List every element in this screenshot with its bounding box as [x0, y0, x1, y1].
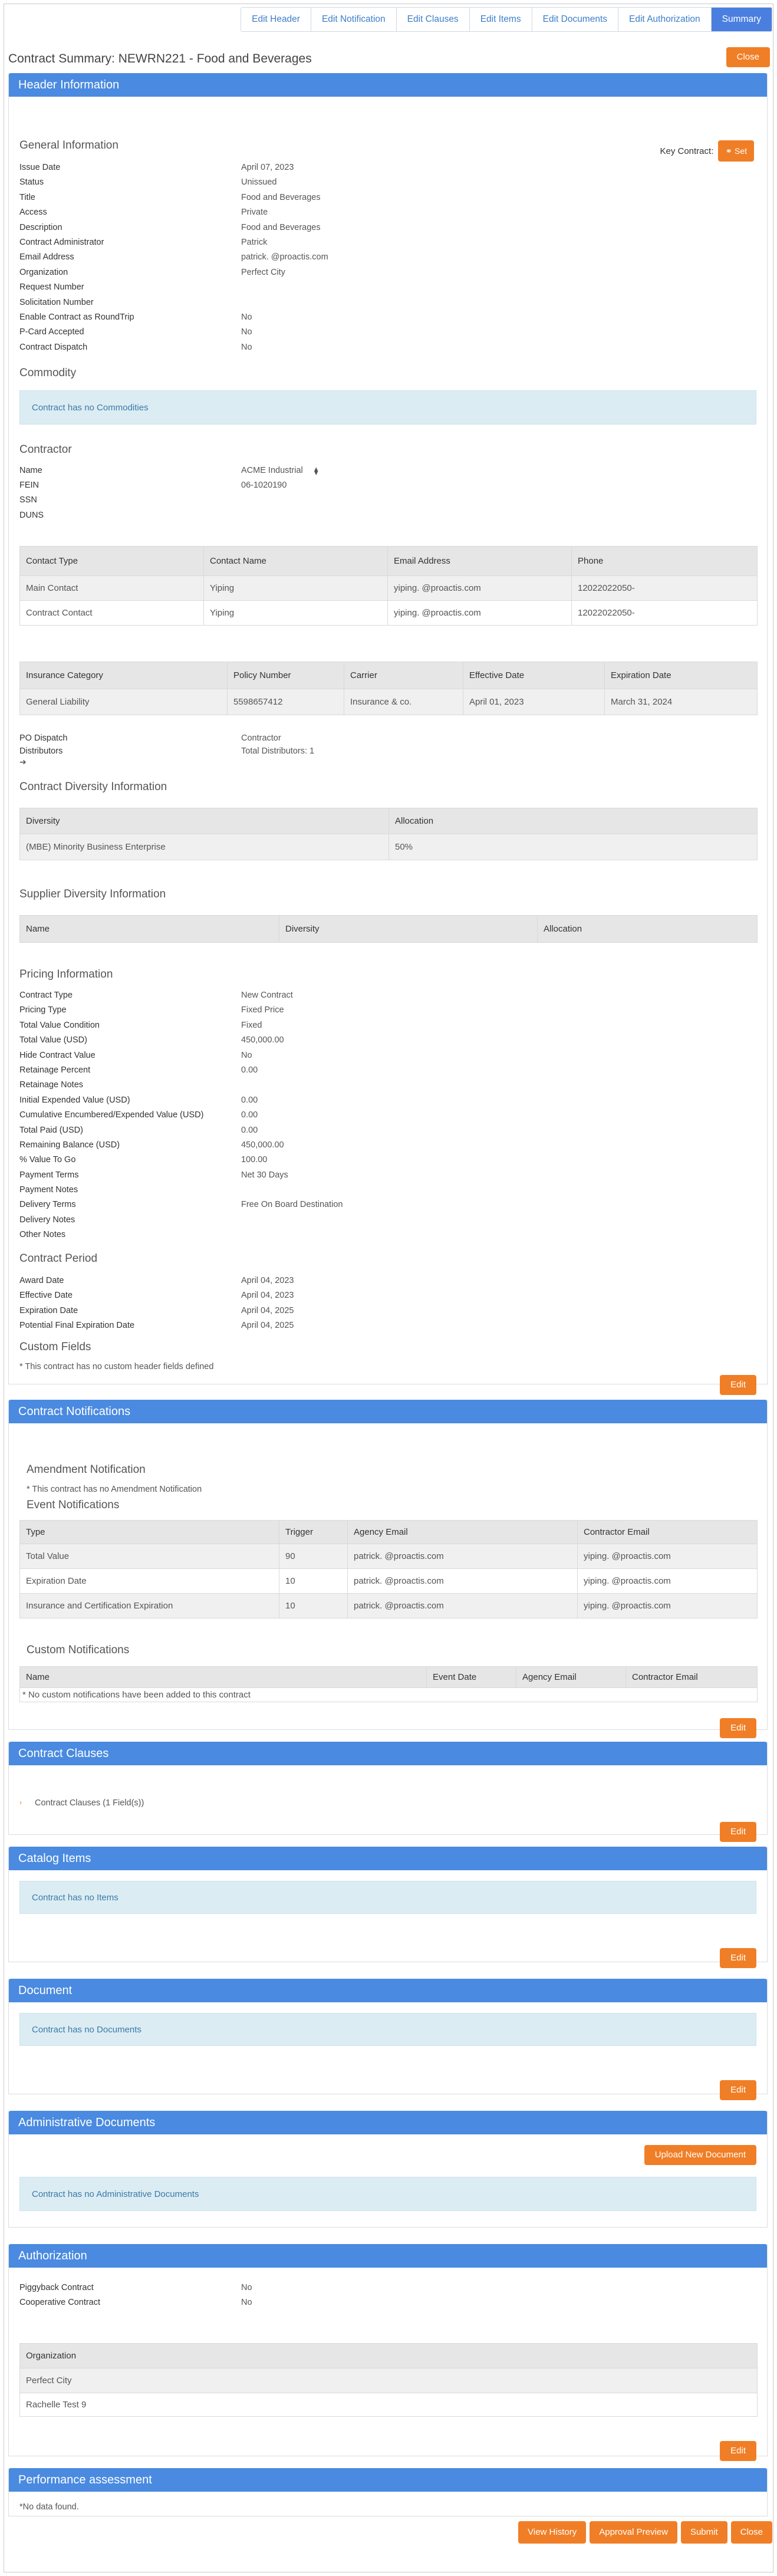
info-value: April 04, 2023	[241, 1291, 294, 1301]
commodity-title: Commodity	[19, 367, 77, 379]
info-label: P-Card Accepted	[19, 327, 84, 337]
cell: yiping. @proactis.com	[388, 601, 572, 626]
info-row	[19, 1321, 727, 1335]
tab-summary[interactable]: Summary	[712, 8, 772, 31]
info-label: Piggyback Contract	[19, 2283, 94, 2292]
cell: 12022022050-	[572, 576, 758, 601]
info-label: Remaining Balance (USD)	[19, 1140, 120, 1150]
info-label: Retainage Percent	[19, 1065, 91, 1075]
info-row	[19, 1230, 727, 1245]
info-row	[19, 298, 727, 312]
info-value: 450,000.00	[241, 1035, 284, 1045]
cell: 90	[279, 1544, 348, 1569]
cell: 50%	[389, 834, 758, 860]
cell: 10	[279, 1594, 348, 1618]
pin-icon[interactable]: ⧫	[314, 466, 318, 475]
info-label: Solicitation Number	[19, 297, 94, 307]
info-value: No	[241, 1050, 252, 1060]
info-row	[19, 223, 727, 238]
contract-period-title: Contract Period	[19, 1252, 98, 1265]
administrative-documents-section	[8, 2111, 768, 2228]
info-value: 0.00	[241, 1095, 258, 1105]
chevron-right-icon[interactable]: ›	[19, 1798, 22, 1807]
info-label: Issue Date	[19, 163, 61, 172]
tab-edit-clauses[interactable]: Edit Clauses	[397, 8, 470, 31]
dispatch-info	[19, 733, 727, 766]
table-row	[20, 1544, 758, 1569]
col-contact-name: Contact Name	[204, 547, 388, 576]
section-title: Contract Clauses	[9, 1742, 767, 1765]
info-label: DUNS	[19, 510, 44, 520]
view-history-button[interactable]: View History	[518, 2521, 586, 2544]
col-insurance-category: Insurance Category	[20, 662, 228, 689]
info-label: Enable Contract as RoundTrip	[19, 312, 134, 322]
info-value: Fixed	[241, 1020, 262, 1030]
cell: Total Value	[20, 1544, 279, 1569]
info-row	[19, 495, 727, 510]
approval-preview-button[interactable]: Approval Preview	[590, 2521, 677, 2544]
supplier-diversity-title: Supplier Diversity Information	[19, 888, 166, 900]
expand-arrow-icon[interactable]: ➔	[19, 757, 27, 766]
info-row	[19, 2283, 727, 2298]
po-dispatch-label: PO Dispatch	[19, 733, 68, 743]
tab-edit-items[interactable]: Edit Items	[470, 8, 532, 31]
custom-notifications-empty: * No custom notifications have been added to this contract	[20, 1688, 758, 1702]
info-label: FEIN	[19, 481, 39, 491]
cell: Insurance and Certification Expiration	[20, 1594, 279, 1618]
info-row	[19, 177, 727, 192]
info-row	[19, 1306, 727, 1321]
edit-items-button[interactable]: Edit	[720, 1948, 756, 1968]
info-row	[19, 1035, 727, 1050]
info-row	[19, 1095, 727, 1110]
diversity-table	[19, 808, 758, 860]
tab-edit-documents[interactable]: Edit Documents	[532, 8, 618, 31]
info-row	[19, 466, 727, 481]
col-trigger: Trigger	[279, 1521, 348, 1544]
edit-notifications-button[interactable]: Edit	[720, 1718, 756, 1738]
info-value: Perfect City	[241, 267, 285, 277]
custom-fields-title: Custom Fields	[19, 1341, 91, 1353]
section-title: Contract Notifications	[9, 1400, 767, 1423]
info-row	[19, 1185, 727, 1200]
cell: Insurance & co.	[344, 689, 463, 715]
custom-fields-empty: * This contract has no custom header fields defined	[19, 1362, 214, 1371]
pricing-list	[19, 991, 727, 1245]
info-row	[19, 1291, 727, 1305]
col-contact-type: Contact Type	[20, 547, 204, 576]
page-title: Contract Summary: NEWRN221 - Food and Beverages	[8, 52, 312, 65]
cell: March 31, 2024	[605, 689, 758, 715]
authorization-list	[19, 2283, 727, 2313]
custom-notifications-title: Custom Notifications	[27, 1644, 130, 1656]
info-row	[19, 1005, 727, 1020]
info-label: Access	[19, 208, 47, 218]
cell: Perfect City	[20, 2368, 758, 2393]
info-label: Status	[19, 177, 44, 187]
col-agency-email: Agency Email	[516, 1667, 626, 1688]
info-value: patrick. @proactis.com	[241, 252, 328, 262]
submit-button[interactable]: Submit	[681, 2521, 727, 2544]
col-expiration-date: Expiration Date	[605, 662, 758, 689]
contractor-list	[19, 466, 727, 525]
info-label: % Value To Go	[19, 1155, 76, 1165]
info-value: 0.00	[241, 1110, 258, 1120]
section-title: Header Information	[9, 73, 767, 97]
tab-edit-header[interactable]: Edit Header	[241, 8, 311, 31]
cell: Contract Contact	[20, 601, 204, 626]
info-value: Food and Beverages	[241, 192, 321, 202]
info-row	[19, 193, 727, 208]
tab-edit-notification[interactable]: Edit Notification	[311, 8, 397, 31]
col-organization: Organization	[20, 2344, 758, 2368]
col-contractor-email: Contractor Email	[578, 1521, 758, 1544]
cell: 12022022050-	[572, 601, 758, 626]
info-value: New Contract	[241, 991, 293, 1000]
cell: Rachelle Test 9	[20, 2393, 758, 2417]
cell: Main Contact	[20, 576, 204, 601]
custom-notifications-table	[19, 1666, 758, 1702]
organization-table	[19, 2343, 758, 2417]
cell: 5598657412	[228, 689, 344, 715]
info-label: Payment Notes	[19, 1185, 78, 1195]
info-label: Delivery Notes	[19, 1215, 75, 1225]
info-row	[19, 1110, 727, 1125]
info-label: Pricing Type	[19, 1005, 67, 1015]
table-row	[20, 689, 758, 715]
info-row	[19, 991, 727, 1005]
info-value: 100.00	[241, 1155, 268, 1165]
cell: 10	[279, 1569, 348, 1594]
col-allocation: Allocation	[538, 916, 758, 943]
info-label: Description	[19, 222, 62, 232]
col-name: Name	[20, 916, 279, 943]
info-row	[19, 1080, 727, 1095]
admin-docs-empty: Contract has no Administrative Documents	[19, 2177, 756, 2211]
contract-notifications-section	[8, 1400, 768, 1733]
table-row	[20, 1569, 758, 1594]
col-diversity: Diversity	[20, 808, 389, 834]
info-value: April 04, 2025	[241, 1305, 294, 1315]
info-label: Expiration Date	[19, 1305, 78, 1315]
close-button[interactable]: Close	[726, 47, 770, 67]
cell: patrick. @proactis.com	[348, 1594, 578, 1618]
col-policy-number: Policy Number	[228, 662, 344, 689]
general-info-title: General Information	[19, 139, 118, 152]
cell: yiping. @proactis.com	[388, 576, 572, 601]
info-label: Potential Final Expiration Date	[19, 1321, 135, 1331]
col-allocation: Allocation	[389, 808, 758, 834]
info-value: Unissued	[241, 177, 277, 187]
upload-document-button[interactable]: Upload New Document	[644, 2145, 756, 2165]
cell: yiping. @proactis.com	[578, 1569, 758, 1594]
info-label: Name	[19, 466, 42, 475]
section-title: Catalog Items	[9, 1847, 767, 1870]
info-row	[19, 1126, 727, 1140]
distributors-value: Total Distributors: 1	[241, 746, 315, 756]
info-label: Title	[19, 192, 35, 202]
info-value: Net 30 Days	[241, 1170, 288, 1180]
top-nav	[241, 7, 772, 32]
col-agency-email: Agency Email	[348, 1521, 578, 1544]
clauses-item[interactable]: Contract Clauses (1 Field(s))	[35, 1798, 144, 1808]
info-value: Food and Beverages	[241, 222, 321, 232]
info-label: Cooperative Contract	[19, 2298, 101, 2308]
edit-clauses-button[interactable]: Edit	[720, 1822, 756, 1842]
performance-empty: *No data found.	[19, 2502, 79, 2512]
info-value: No	[241, 312, 252, 322]
period-list	[19, 1276, 727, 1336]
info-value: April 04, 2025	[241, 1321, 294, 1331]
info-label: Request Number	[19, 282, 84, 292]
authorization-section	[8, 2244, 768, 2456]
info-row	[19, 1051, 727, 1065]
info-row	[19, 1021, 727, 1035]
info-row	[19, 1065, 727, 1080]
info-value: No	[241, 342, 252, 352]
info-label: Payment Terms	[19, 1170, 79, 1180]
po-dispatch-value: Contractor	[241, 733, 281, 743]
info-value: Free On Board Destination	[241, 1200, 343, 1210]
info-label: Cumulative Encumbered/Expended Value (USD)	[19, 1110, 204, 1120]
performance-section	[8, 2468, 768, 2516]
col-event-date: Event Date	[427, 1667, 516, 1688]
catalog-empty: Contract has no Items	[19, 1881, 756, 1914]
info-label: Retainage Notes	[19, 1080, 84, 1090]
table-row	[20, 834, 758, 860]
info-label: Contract Type	[19, 991, 73, 1000]
info-label: Hide Contract Value	[19, 1050, 96, 1060]
section-title: Performance assessment	[9, 2468, 767, 2492]
cell: Expiration Date	[20, 1569, 279, 1594]
info-row	[19, 1155, 727, 1170]
set-label: Set	[734, 146, 747, 156]
set-key-contract-button[interactable]	[718, 140, 754, 162]
key-contract-label: Key Contract:	[660, 146, 714, 156]
section-title: Document	[9, 1979, 767, 2002]
info-label: Effective Date	[19, 1291, 73, 1301]
info-row	[19, 163, 727, 177]
info-row	[19, 1200, 727, 1215]
info-row	[19, 343, 727, 357]
col-phone: Phone	[572, 547, 758, 576]
info-value: April 04, 2023	[241, 1276, 294, 1285]
col-type: Type	[20, 1521, 279, 1544]
info-row	[19, 481, 727, 495]
contractor-title: Contractor	[19, 443, 72, 456]
cell: patrick. @proactis.com	[348, 1569, 578, 1594]
amendment-empty: * This contract has no Amendment Notification	[27, 1485, 202, 1494]
amendment-title: Amendment Notification	[27, 1463, 146, 1476]
edit-authorization-button[interactable]: Edit	[720, 2441, 756, 2461]
table-row	[20, 2393, 758, 2417]
close-bottom-button[interactable]: Close	[731, 2521, 772, 2544]
document-empty: Contract has no Documents	[19, 2013, 756, 2046]
tab-edit-authorization[interactable]: Edit Authorization	[618, 8, 712, 31]
section-title: Administrative Documents	[9, 2111, 767, 2134]
cell: Yiping	[204, 601, 388, 626]
info-row	[19, 2298, 727, 2312]
info-value: Fixed Price	[241, 1005, 284, 1015]
info-row	[19, 327, 727, 342]
col-email: Email Address	[388, 547, 572, 576]
col-name: Name	[20, 1667, 427, 1688]
info-label: Email Address	[19, 252, 74, 262]
supplier-diversity-table	[19, 915, 758, 943]
cell: patrick. @proactis.com	[348, 1544, 578, 1569]
info-label: Contract Dispatch	[19, 342, 88, 352]
cell: (MBE) Minority Business Enterprise	[20, 834, 389, 860]
info-value: No	[241, 2298, 252, 2308]
table-row	[20, 1688, 758, 1702]
pricing-title: Pricing Information	[19, 968, 113, 981]
distributors-label: Distributors	[19, 746, 63, 756]
info-value: Private	[241, 208, 268, 218]
info-value: 0.00	[241, 1065, 258, 1075]
info-row	[19, 1170, 727, 1185]
info-value: No	[241, 327, 252, 337]
edit-header-button[interactable]: Edit	[720, 1375, 756, 1395]
col-diversity: Diversity	[279, 916, 538, 943]
table-row	[20, 2368, 758, 2393]
table-row	[20, 1594, 758, 1618]
info-label: Award Date	[19, 1276, 64, 1285]
key-contract	[660, 140, 754, 162]
info-value: 06-1020190	[241, 481, 287, 491]
info-row	[19, 312, 727, 327]
info-label: Initial Expended Value (USD)	[19, 1095, 130, 1105]
info-label: Total Value (USD)	[19, 1035, 87, 1045]
footer-actions	[518, 2521, 772, 2544]
info-row	[19, 511, 727, 525]
info-label: Total Paid (USD)	[19, 1125, 83, 1135]
header-information-section	[8, 73, 768, 1390]
section-title: Authorization	[9, 2244, 767, 2268]
share-icon: ⚭	[725, 146, 735, 156]
catalog-items-section	[8, 1847, 768, 1962]
info-label: Contract Administrator	[19, 237, 104, 247]
col-effective-date: Effective Date	[463, 662, 605, 689]
cell: Yiping	[204, 576, 388, 601]
commodity-empty: Contract has no Commodities	[19, 390, 756, 425]
document-section	[8, 1979, 768, 2094]
cell: April 01, 2023	[463, 689, 605, 715]
insurance-table	[19, 662, 758, 715]
info-row	[19, 268, 727, 282]
info-label: Delivery Terms	[19, 1200, 76, 1210]
edit-documents-button[interactable]: Edit	[720, 2080, 756, 2100]
info-value: No	[241, 2283, 252, 2292]
event-notifications-title: Event Notifications	[27, 1499, 120, 1511]
info-label: Other Notes	[19, 1230, 66, 1240]
col-contractor-email: Contractor Email	[626, 1667, 758, 1688]
event-notifications-table	[19, 1520, 758, 1618]
col-carrier: Carrier	[344, 662, 463, 689]
info-row	[19, 1140, 727, 1155]
info-row	[19, 238, 727, 252]
info-value: ACME Industrial	[241, 466, 303, 475]
info-row	[19, 252, 727, 267]
info-label: Total Value Condition	[19, 1020, 100, 1030]
contacts-table	[19, 546, 758, 626]
general-info-list	[19, 163, 727, 357]
info-label: SSN	[19, 495, 37, 505]
contract-clauses-section	[8, 1742, 768, 1835]
cell: yiping. @proactis.com	[578, 1544, 758, 1569]
cell: yiping. @proactis.com	[578, 1594, 758, 1618]
table-row	[20, 601, 758, 626]
info-value: April 07, 2023	[241, 163, 294, 172]
info-row	[19, 282, 727, 297]
table-row	[20, 576, 758, 601]
info-value: 450,000.00	[241, 1140, 284, 1150]
info-row	[19, 208, 727, 222]
cell: General Liability	[20, 689, 228, 715]
info-value: Patrick	[241, 237, 268, 247]
contract-diversity-title: Contract Diversity Information	[19, 781, 167, 793]
info-value: 0.00	[241, 1125, 258, 1135]
info-label: Organization	[19, 267, 68, 277]
info-row	[19, 1276, 727, 1291]
info-row	[19, 1215, 727, 1230]
